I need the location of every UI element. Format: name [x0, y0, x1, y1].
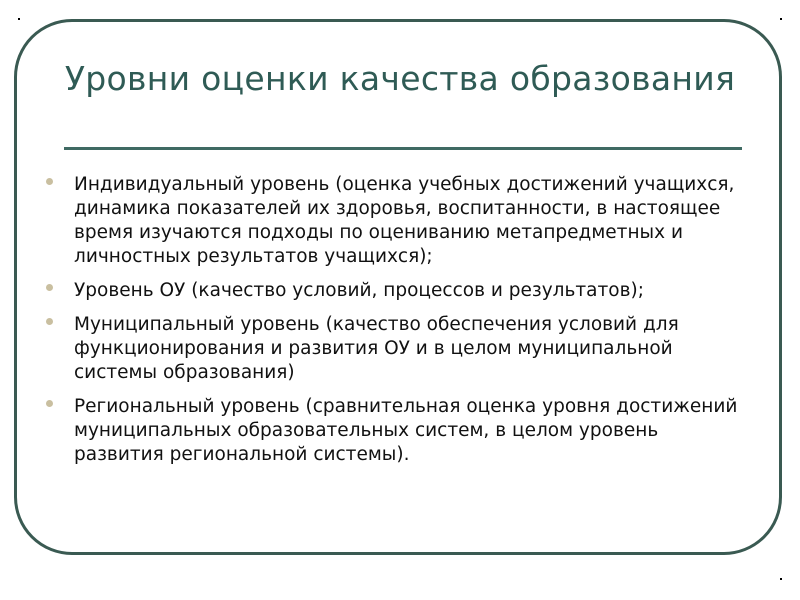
bullet-text: Муниципальный уровень (качество обеспечения условий для функционирования и развития ОУ и в целом муниципальной системы образования): [74, 314, 679, 383]
slide-title: Уровни оценки качества образования: [64, 59, 736, 98]
bullet-item-regional: [46, 395, 746, 467]
bullet-list: [46, 173, 746, 477]
corner-dot: [780, 578, 782, 580]
title-divider: [64, 147, 742, 150]
bullet-item-individual: [46, 173, 746, 269]
bullet-dot-icon: [46, 284, 53, 291]
bullet-text: Индивидуальный уровень (оценка учебных достижений учащихся, динамика показателей их здоровья, воспитанности, в настоящее время изучаются подходы по оцениванию метапредметных и личностных результатов учащихся);: [74, 174, 735, 267]
bullet-item-school: [46, 279, 746, 303]
corner-dot: [18, 18, 20, 20]
bullet-text: Уровень ОУ (качество условий, процессов и результатов);: [74, 280, 644, 301]
bullet-dot-icon: [46, 178, 53, 185]
bullet-text: Региональный уровень (сравнительная оценка уровня достижений муниципальных образовательных систем, в целом уровень развития региональной системы).: [74, 396, 738, 465]
corner-dot: [780, 18, 782, 20]
bullet-dot-icon: [46, 318, 53, 325]
bullet-dot-icon: [46, 400, 53, 407]
bullet-item-municipal: [46, 313, 746, 385]
